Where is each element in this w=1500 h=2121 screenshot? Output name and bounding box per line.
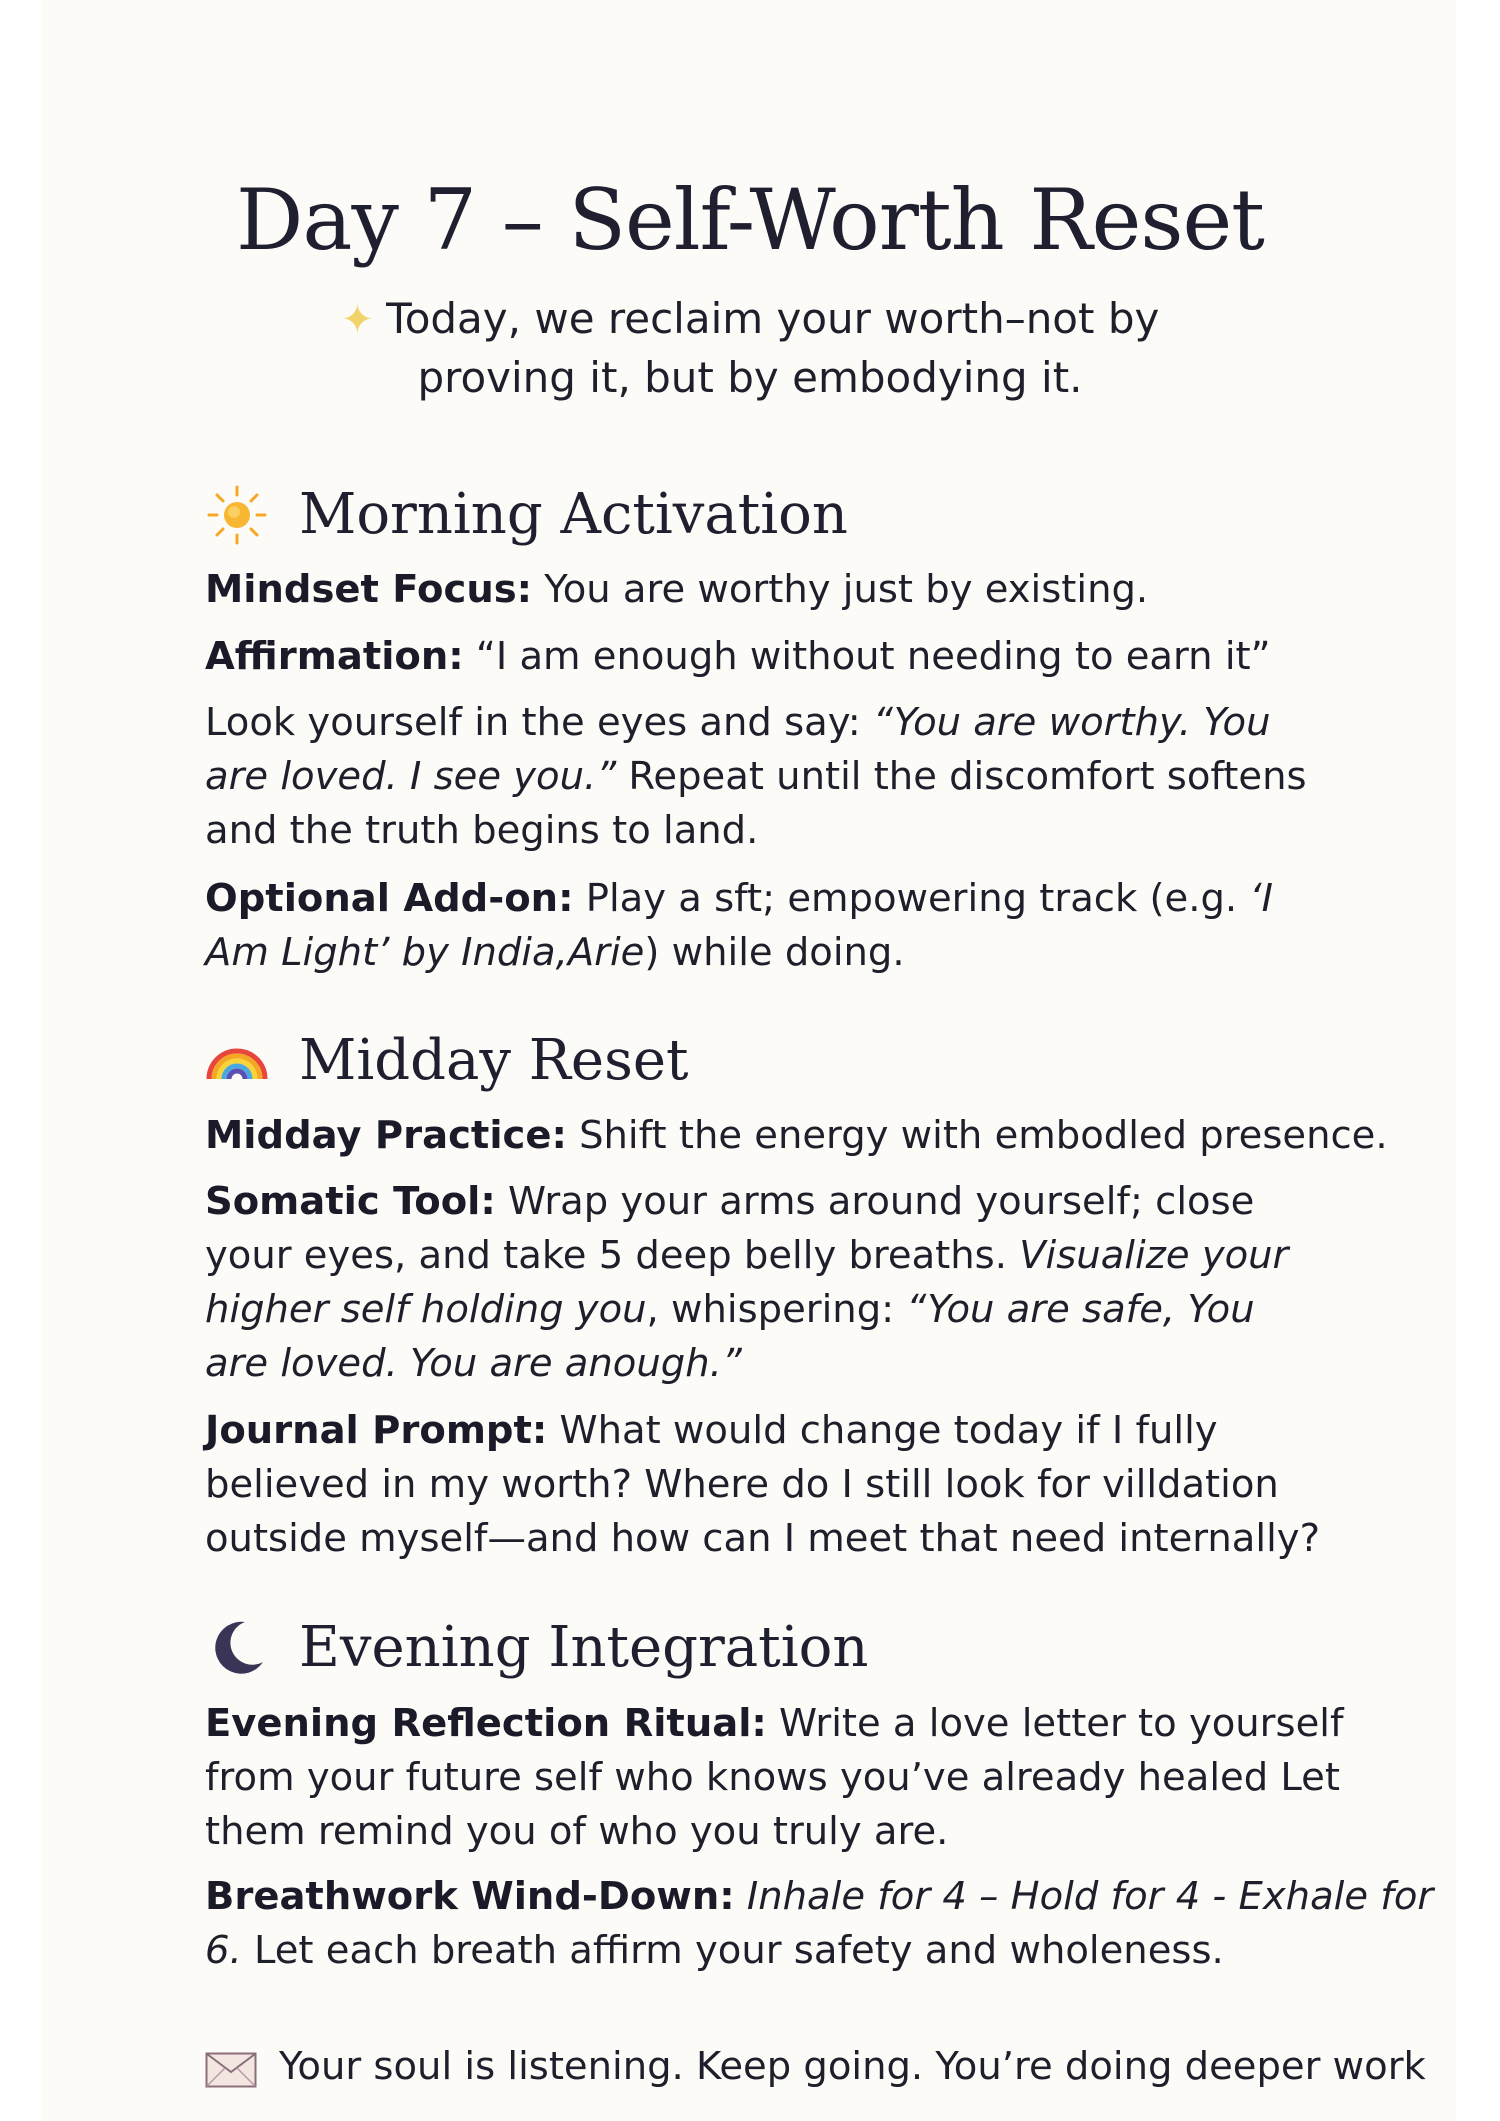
addon-text: Play a sft; empowering track (e.g. (573, 876, 1250, 921)
page-title: Day 7 – Self-Worth Reset (236, 171, 1264, 269)
section-title: Midday Reset (299, 1028, 689, 1093)
sparkle-icon: ✦ (340, 297, 375, 343)
journal-prompt (205, 1404, 1325, 1566)
midday-practice (205, 1109, 1435, 1163)
mirror-intro: Look yourself in the eyes and say: (205, 700, 873, 745)
subtitle-line-2: proving it, but by embodying it. (417, 353, 1083, 402)
section-heading-midday (205, 1026, 688, 1096)
addon-label: Optional Add-on: (205, 876, 574, 921)
sun-icon (205, 483, 269, 547)
affirmation-label: Affirmation: (205, 634, 464, 679)
mindset-label: Mindset Focus: (205, 567, 533, 612)
affirmation-text: “I am enough without needing to earn it” (463, 634, 1271, 679)
closing-note (205, 2040, 1455, 2094)
page-subtitle (250, 290, 1250, 407)
somatic-whisper: , whispering: (646, 1287, 907, 1332)
journal-label: Journal Prompt: (205, 1408, 548, 1453)
journal-text: What would change today if I fully believed in my worth? Where do I still look for villdation outside myself—and how can I meet that need internally? (205, 1408, 1321, 1561)
reflection-label: Evening Reflection Ritual: (205, 1701, 767, 1746)
section-heading-evening (205, 1613, 868, 1683)
rainbow-icon (205, 1029, 269, 1093)
somatic-text: Wrap your arms around yourself; close your eyes, and take 5 deep belly breaths. (205, 1179, 1255, 1278)
envelope-icon (205, 2049, 257, 2085)
section-title: Evening Integration (299, 1615, 869, 1680)
affirmation (205, 630, 1435, 684)
breath-pattern: Inhale for 4 – Hold for 4 - Exhale for 6. (205, 1874, 1434, 1973)
mirror-rest: Repeat until the discomfort softens and the truth begins to land. (205, 754, 1307, 853)
mindset-text: You are worthy just by existing. (532, 567, 1149, 612)
practice-label: Midday Practice: (205, 1113, 567, 1158)
mirror-quote: “You are worthy. You are loved. I see you.” (205, 700, 1271, 799)
section-title: Morning Activation (299, 482, 848, 547)
reflection-text: Write a love letter to yourself from your future self who knows you’ve already healed Let them remind you of who you truly are. (205, 1701, 1344, 1854)
breath-text: Let each breath affirm your safety and wholeness. (241, 1928, 1224, 1973)
practice-text: Shift the energy with embodled presence. (566, 1113, 1388, 1158)
somatic-label: Somatic Tool: (205, 1179, 496, 1224)
crescent-moon-icon (205, 1616, 269, 1680)
addon-end: ) while doing. (644, 930, 905, 975)
breathwork-wind-down (205, 1870, 1455, 1978)
breath-label: Breathwork Wind-Down: (205, 1874, 735, 1919)
subtitle-line-1: Today, we reclaim your worth–not by (386, 294, 1160, 343)
optional-addon (205, 872, 1325, 980)
evening-reflection (205, 1697, 1355, 1859)
somatic-visualize: Visualize your higher self holding you (205, 1233, 1289, 1332)
somatic-quote: “You are safe, You are loved. You are anough.” (205, 1287, 1255, 1386)
addon-song: ‘I Am Light’ by India,Arie (205, 876, 1273, 975)
mindset-focus (205, 563, 1435, 617)
somatic-tool (205, 1175, 1325, 1391)
closing-note-text: Your soul is listening. Keep going. You’re doing deeper work (279, 2044, 1426, 2089)
section-heading-morning (205, 480, 848, 550)
mirror-practice (205, 696, 1325, 858)
